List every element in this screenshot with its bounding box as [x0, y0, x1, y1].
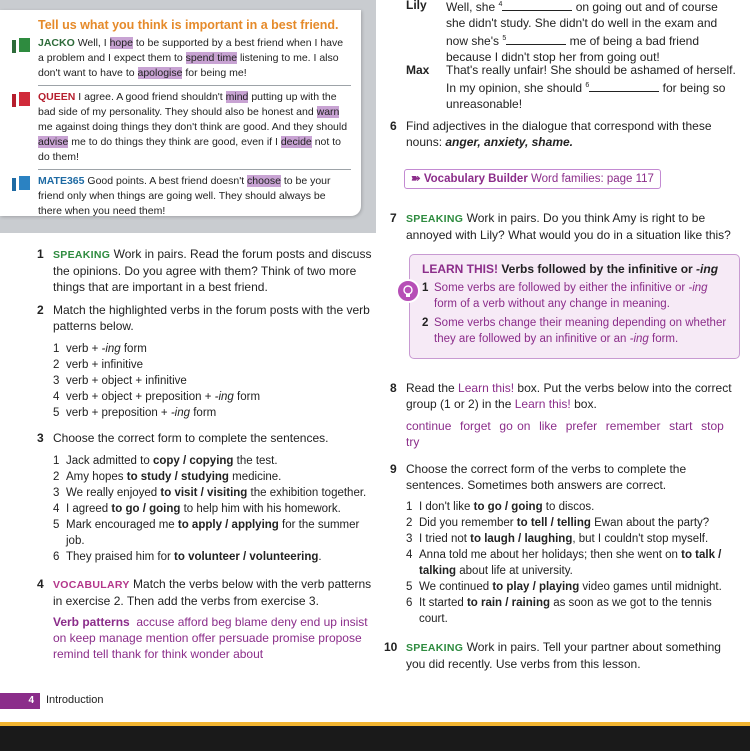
- item-text: the exhibition together.: [247, 487, 367, 499]
- item-number: 1: [422, 282, 429, 294]
- post-username: JACKO: [38, 37, 75, 49]
- exercise-3: [37, 430, 375, 446]
- choice-option[interactable]: to apply / applying: [177, 519, 279, 531]
- page-number: 4: [0, 693, 40, 709]
- verb-word-bank: [53, 614, 379, 662]
- exercise-8: [390, 380, 740, 412]
- exercise-number: 2: [37, 303, 44, 317]
- learn-item: [422, 315, 729, 347]
- item-text: form.: [648, 333, 679, 345]
- exercise-nouns: anger, anxiety, shame.: [445, 135, 573, 149]
- item-italic: -ing: [101, 343, 121, 355]
- post-username: MATE365: [38, 175, 85, 187]
- section-label: Introduction: [46, 694, 104, 706]
- exercise-number: 8: [390, 381, 397, 395]
- item-text: to help him with his homework.: [180, 503, 341, 515]
- post-text: to be supported by a best friend when I have a problem and I expect them to: [38, 37, 344, 64]
- item-number: 5: [53, 407, 60, 419]
- exercise-instruction: Find adjectives in the dialogue that correspond with these nouns:: [406, 119, 712, 149]
- exercise-number: 1: [37, 247, 44, 261]
- item-italic: -ing: [170, 407, 191, 419]
- item-number: 6: [53, 551, 60, 563]
- item-number: 3: [53, 375, 60, 387]
- item-text: They praised him for: [66, 551, 175, 563]
- item-text: .: [318, 551, 322, 563]
- gap-number: 4: [498, 1, 503, 8]
- item-text: for the summer job.: [66, 519, 360, 547]
- item-number: 2: [406, 517, 413, 529]
- gap-blank[interactable]: [589, 81, 659, 92]
- list-item: [53, 501, 377, 517]
- list-item: [53, 469, 377, 485]
- item-text: I tried not: [419, 533, 471, 545]
- item-text: We really enjoyed: [66, 487, 161, 499]
- forum-post-queen: [38, 90, 351, 170]
- item-italic: -ing: [214, 391, 234, 403]
- item-number: 4: [53, 503, 60, 515]
- exercise-6: [390, 118, 736, 150]
- word-bank-words: accuse afford beg blame deny end up insist on keep manage mention offer persuade promise propose remind tell thank for think wonder about: [53, 615, 368, 661]
- speaker-name: Max: [406, 63, 430, 77]
- gap-blank[interactable]: [506, 34, 566, 45]
- learn-this-heading: LEARN THIS!: [422, 262, 498, 276]
- highlighted-verb: decide: [280, 136, 312, 148]
- speaking-tag: SPEAKING: [53, 249, 111, 261]
- gap-number: 6: [585, 82, 590, 89]
- sentence-list-9: [406, 499, 740, 627]
- highlighted-verb: apologise: [137, 67, 183, 79]
- post-text: me against doing things they don't think are good. And they should: [38, 121, 348, 133]
- post-text: listening to me. I also don't want to have to: [38, 52, 339, 79]
- choice-option[interactable]: to study / studying: [126, 471, 229, 483]
- exercise-number: 10: [384, 640, 398, 654]
- highlighted-verb: mind: [225, 91, 249, 103]
- dialogue-lily: [406, 0, 736, 65]
- word-bank-label: Verb patterns: [53, 615, 130, 629]
- item-text: verb + infinitive: [66, 359, 144, 371]
- highlighted-verb: hope: [109, 37, 133, 49]
- post-username: QUEEN: [38, 91, 76, 103]
- verb-word-bank-8: continue forget go on like prefer remember start stop try: [406, 419, 733, 449]
- exercise-number: 7: [390, 211, 397, 225]
- item-text: We continued: [419, 581, 493, 593]
- item-text: to discos.: [542, 501, 595, 513]
- list-item: [53, 373, 375, 389]
- user-flag-icon: [12, 38, 30, 54]
- learn-this-subtitle: Verbs followed by the infinitive or: [498, 262, 697, 276]
- dialogue-text: on going out and of course she didn't study. She didn't do well in the exam and now she's: [446, 0, 718, 48]
- user-flag-icon: [12, 176, 30, 192]
- item-text: about life at university.: [456, 565, 573, 577]
- vocabulary-builder-link[interactable]: [404, 169, 661, 189]
- item-text: verb +: [66, 343, 102, 355]
- exercise-instruction: box. Put the verbs below into the correct group (1 or 2) in the: [406, 381, 732, 411]
- choice-option[interactable]: to visit / visiting: [160, 487, 248, 499]
- item-text: Ewan about the party?: [590, 517, 710, 529]
- list-item: [406, 547, 740, 579]
- item-number: 2: [422, 317, 429, 329]
- exercise-instruction: box.: [570, 397, 597, 411]
- item-text: Anna told me about her holidays; then she went on: [419, 549, 682, 561]
- speaking-tag: SPEAKING: [406, 642, 464, 654]
- forum-card: [0, 10, 361, 216]
- exercise-7: [390, 210, 740, 243]
- exercise-number: 3: [37, 431, 44, 445]
- learn-this-title: [422, 262, 729, 276]
- item-text: as soon as we got to the tennis court.: [419, 597, 712, 625]
- learn-this-subtitle-ing: -ing: [696, 262, 719, 276]
- list-item: [53, 389, 375, 405]
- item-number: 1: [53, 343, 60, 355]
- list-item: [53, 357, 375, 373]
- choice-option[interactable]: to go / going: [111, 503, 181, 515]
- item-text: It started: [419, 597, 467, 609]
- item-number: 2: [53, 359, 60, 371]
- list-item: [53, 341, 375, 357]
- lightbulb-icon: [396, 279, 420, 303]
- item-italic: -ing: [688, 282, 708, 294]
- choice-option[interactable]: to talk / talking: [419, 549, 722, 577]
- learn-this-reference: Learn this!: [514, 397, 571, 411]
- list-item: [53, 405, 375, 421]
- exercise-instruction: Match the highlighted verbs in the forum posts with the verb patterns below.: [53, 303, 370, 333]
- item-number: 3: [53, 487, 60, 499]
- highlighted-verb: warn: [316, 106, 340, 118]
- highlighted-verb: choose: [247, 175, 281, 187]
- verb-pattern-list: [53, 341, 375, 421]
- choice-option[interactable]: to volunteer / volunteering: [174, 551, 319, 563]
- item-text: Jack admitted to: [66, 455, 153, 467]
- exercise-instruction: Read the: [406, 381, 459, 395]
- sentence-list: [53, 453, 377, 565]
- speaking-tag: SPEAKING: [406, 213, 464, 225]
- post-text: for being me!: [182, 67, 247, 79]
- gap-blank[interactable]: [502, 0, 572, 11]
- item-text: video games until midnight.: [579, 581, 722, 593]
- list-item: [53, 485, 377, 501]
- highlighted-verb: spend time: [185, 52, 238, 64]
- exercise-1: [37, 246, 375, 295]
- vocab-builder-detail: Word families: page 117: [527, 173, 654, 185]
- post-text: Good points. A best friend doesn't: [87, 175, 248, 187]
- gap-number: 5: [502, 35, 507, 42]
- exercise-number: 4: [37, 577, 44, 591]
- item-number: 3: [406, 533, 413, 545]
- item-text: I don't like: [419, 501, 474, 513]
- exercise-instruction: Work in pairs. Do you think Amy is right to be annoyed with Lily? What would you do in a situation like this?: [406, 211, 731, 242]
- vocab-builder-label: Vocabulary Builder: [423, 173, 528, 185]
- bottom-stripe: [0, 722, 750, 726]
- arrow-icon: ➽: [411, 173, 421, 185]
- post-text: Well, I: [77, 37, 110, 49]
- exercise-9: [390, 461, 740, 493]
- item-text: verb + object + preposition +: [66, 391, 215, 403]
- item-text: , but I couldn't stop myself.: [572, 533, 709, 545]
- list-item: [406, 515, 740, 531]
- list-item: [406, 595, 740, 627]
- item-text: Amy hopes: [66, 471, 127, 483]
- dialogue-text: me of being a bad friend because I didn't stop her from going out!: [446, 34, 699, 64]
- list-item: [406, 579, 740, 595]
- item-text: form: [233, 391, 261, 403]
- post-text: I agree. A good friend shouldn't: [78, 91, 226, 103]
- dialogue-text: for being so unreasonable!: [446, 81, 726, 111]
- item-number: 1: [406, 501, 413, 513]
- item-number: 1: [53, 455, 60, 467]
- item-text: Did you remember: [419, 517, 517, 529]
- choice-option[interactable]: to go / going: [473, 501, 543, 513]
- exercise-instruction: Work in pairs. Tell your partner about something you did recently. Use verbs from this lesson.: [406, 640, 721, 671]
- item-text: form: [190, 407, 217, 419]
- item-text: the test.: [233, 455, 278, 467]
- list-item: [406, 499, 740, 515]
- list-item: [406, 531, 740, 547]
- item-text: form: [120, 343, 147, 355]
- dialogue-text: That's really unfair! She should be ashamed of herself. In my opinion, she should: [446, 63, 736, 95]
- item-number: 5: [53, 519, 60, 531]
- learn-item: [422, 280, 729, 312]
- exercise-2: [37, 302, 375, 334]
- exercise-4: [37, 576, 375, 609]
- dialogue-text: Well, she: [446, 0, 499, 14]
- item-number: 4: [53, 391, 60, 403]
- choice-option[interactable]: copy / copying: [152, 455, 234, 467]
- user-flag-icon: [12, 92, 30, 108]
- item-text: verb + object + infinitive: [66, 375, 187, 387]
- exercise-instruction: Choose the correct form to complete the sentences.: [53, 431, 329, 445]
- forum-title: Tell us what you think is important in a best friend.: [38, 18, 339, 32]
- post-text: putting up with the bad side of my personality. They should also be honest and: [38, 91, 337, 118]
- item-text: Some verbs are followed by either the infinitive or: [434, 282, 689, 294]
- speaker-name: Lily: [406, 0, 427, 12]
- learn-this-reference: Learn this!: [458, 381, 515, 395]
- exercise-instruction: Choose the correct form of the verbs to complete the sentences. Sometimes both answers are correct.: [406, 462, 687, 492]
- item-text: form of a verb without any change in meaning.: [434, 298, 670, 310]
- item-text: verb + preposition +: [66, 407, 171, 419]
- vocabulary-tag: VOCABULARY: [53, 579, 130, 591]
- highlighted-verb: advise: [38, 136, 69, 148]
- bottom-bar: [0, 722, 750, 751]
- dialogue-max: [406, 62, 736, 112]
- item-text: medicine.: [228, 471, 282, 483]
- exercise-number: 6: [390, 119, 397, 133]
- item-number: 5: [406, 581, 413, 593]
- forum-post-mate365: [38, 174, 351, 223]
- exercise-10: [384, 639, 740, 672]
- item-text: I agreed: [66, 503, 112, 515]
- choice-option[interactable]: to laugh / laughing: [470, 533, 573, 545]
- list-item: [53, 549, 377, 565]
- item-number: 2: [53, 471, 60, 483]
- choice-option[interactable]: to tell / telling: [516, 517, 591, 529]
- item-text: Mark encouraged me: [66, 519, 178, 531]
- post-text: me to do things they think are good, even if I: [68, 136, 281, 148]
- item-number: 6: [406, 597, 413, 609]
- learn-this-box: [409, 254, 740, 359]
- exercise-instruction: Match the verbs below with the verb patterns in exercise 2. Then add the verbs from exercise 3.: [53, 577, 372, 608]
- choice-option[interactable]: to rain / raining: [466, 597, 550, 609]
- exercise-number: 9: [390, 462, 397, 476]
- list-item: [53, 453, 377, 469]
- post-text: not to do them!: [38, 136, 341, 163]
- list-item: [53, 517, 377, 549]
- exercise-instruction: Work in pairs. Read the forum posts and discuss the opinions. Do you agree with them? Think of two more things that are important in a best friend.: [53, 247, 372, 294]
- forum-post-jacko: [38, 36, 351, 86]
- post-text: to be your friend only when things are going well. They should always be there when you need them!: [38, 175, 331, 217]
- item-italic: -ing: [629, 333, 649, 345]
- choice-option[interactable]: to play / playing: [492, 581, 580, 593]
- item-number: 4: [406, 549, 413, 561]
- item-text: Some verbs change their meaning depending on whether they are followed by an infinitive or an: [434, 317, 727, 345]
